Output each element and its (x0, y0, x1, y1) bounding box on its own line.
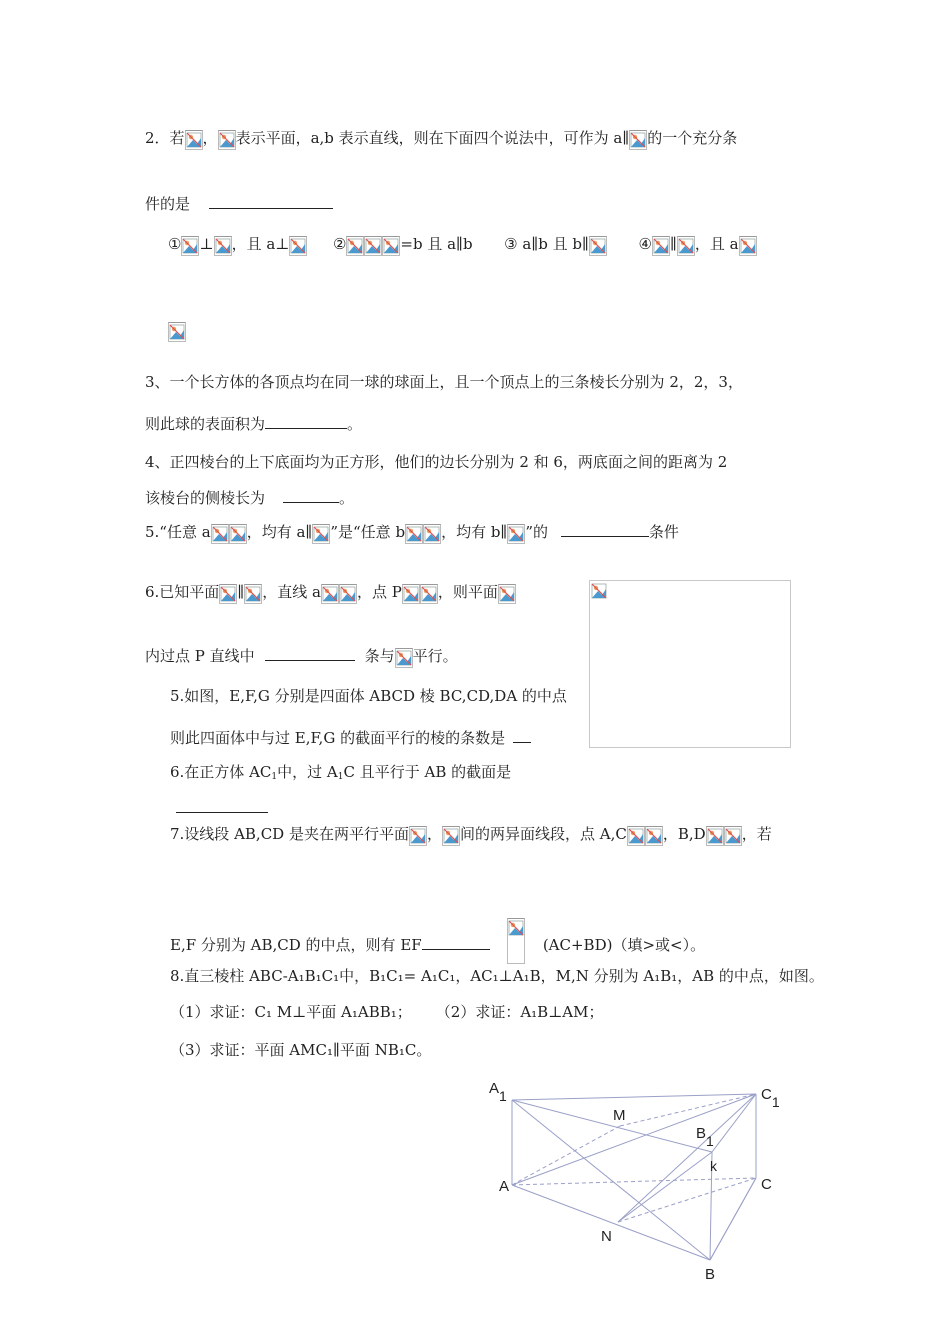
figure-frame (589, 580, 791, 748)
image-placeholder-icon (652, 236, 670, 256)
image-placeholder-icon (181, 236, 199, 256)
label-N: N (601, 1228, 612, 1245)
answer-blank[interactable] (209, 194, 333, 209)
image-placeholder-icon (364, 236, 382, 256)
image-placeholder-icon (168, 322, 186, 342)
q8-line2: （1）求证：C₁ M⊥平面 A₁ABB₁； （2）求证：A₁B⊥AM； (170, 1003, 604, 1021)
answer-blank[interactable] (176, 798, 268, 813)
answer-blank[interactable] (283, 488, 339, 503)
image-placeholder-icon (211, 524, 229, 544)
image-placeholder-icon (442, 826, 460, 846)
image-placeholder-icon (405, 524, 423, 544)
q3-line2: 则此球的表面积为 。 (145, 415, 363, 433)
q6a-line2: 内过点 P 直线中 条与 平行。 (145, 646, 458, 668)
image-placeholder-icon (382, 236, 400, 256)
label-C1: C1 (761, 1086, 780, 1110)
answer-blank[interactable] (265, 414, 347, 429)
image-placeholder-icon (312, 524, 330, 544)
q2-standalone-image (168, 320, 186, 342)
image-placeholder-icon (346, 236, 364, 256)
label-A1: A1 (489, 1080, 507, 1104)
image-placeholder-icon (339, 584, 357, 604)
q5b-line1: 5.如图，E,F,G 分别是四面体 ABCD 棱 BC,CD,DA 的中点 (170, 687, 567, 705)
image-placeholder-icon (219, 584, 237, 604)
q5a-line: 5.“任意 a ，均有 a∥ ”是“任意 b ，均有 b∥ ”的 条件 (145, 522, 679, 544)
q7-line1: 7.设线段 AB,CD 是夹在两平行平面 ， 间的两异面线段，点 A,C ，B,D ，若 (170, 824, 772, 846)
answer-blank[interactable] (422, 935, 490, 950)
label-B1: B1 (696, 1125, 714, 1149)
image-placeholder-icon (402, 584, 420, 604)
image-placeholder-icon (627, 826, 645, 846)
image-placeholder-icon (229, 524, 247, 544)
q6a-line1: 6.已知平面 ∥ ，直线 a ，点 P ，则平面 (145, 582, 516, 604)
prism-figure (480, 1070, 800, 1290)
image-placeholder-icon (420, 584, 438, 604)
image-placeholder-icon (321, 584, 339, 604)
q8-line1: 8.直三棱柱 ABC-A₁B₁C₁中，B₁C₁= A₁C₁，AC₁⊥A₁B，M,N 分别为 A₁B₁，AB 的中点，如图。 (170, 967, 824, 985)
q4-line2: 该棱台的侧棱长为 。 (145, 489, 355, 507)
q2-line2: 件的是 (145, 194, 333, 214)
image-placeholder-icon (677, 236, 695, 256)
q6b-line1: 6.在正方体 $AC_1$中，过 $A_1C$ 且平行于 AB 的截面是 (170, 763, 512, 782)
image-placeholder-icon (423, 524, 441, 544)
image-placeholder-icon (507, 524, 525, 544)
image-placeholder-icon (645, 826, 663, 846)
q6b-line2 (176, 798, 268, 818)
q2-options: ① ⊥ ，且 a⊥ ② =b 且 a∥b ③ a∥b 且 b∥ ④ ∥ ，且 a (168, 234, 757, 256)
image-placeholder-icon (185, 130, 203, 150)
label-C: C (761, 1176, 772, 1193)
image-placeholder-icon (218, 130, 236, 150)
q5b-line2: 则此四面体中与过 E,F,G 的截面平行的棱的条数是 (170, 728, 531, 748)
answer-blank[interactable] (265, 646, 355, 661)
image-placeholder-icon (507, 918, 525, 964)
q4-line1: 4、正四棱台的上下底面均为正方形，他们的边长分别为 2 和 6，两底面之间的距离为 2 (145, 453, 728, 471)
label-k: k (710, 1158, 717, 1174)
image-placeholder-icon (706, 826, 724, 846)
image-placeholder-icon (395, 648, 413, 668)
image-placeholder-icon (244, 584, 262, 604)
label-A: A (499, 1178, 510, 1195)
image-placeholder-icon (498, 584, 516, 604)
image-placeholder-icon (289, 236, 307, 256)
answer-blank[interactable] (561, 522, 649, 537)
q8-line3: （3）求证：平面 AMC₁∥平面 NB₁C。 (170, 1041, 432, 1059)
answer-blank[interactable] (513, 728, 531, 743)
q2-line1: 2．若 ， 表示平面，a,b 表示直线，则在下面四个说法中，可作为 a∥ 的一个充分条 (145, 128, 737, 150)
image-placeholder-icon (724, 826, 742, 846)
image-placeholder-icon (629, 130, 647, 150)
label-M: M (613, 1107, 626, 1124)
image-placeholder-icon (409, 826, 427, 846)
image-placeholder-icon (591, 582, 609, 602)
label-B: B (705, 1266, 716, 1283)
image-placeholder-icon (739, 236, 757, 256)
q7-line2: E,F 分别为 AB,CD 的中点，则有 EF (AC+BD)（填>或<）。 (170, 918, 705, 964)
image-placeholder-icon (214, 236, 232, 256)
image-placeholder-icon (589, 236, 607, 256)
q3-line1: 3、一个长方体的各顶点均在同一球的球面上，且一个顶点上的三条棱长分别为 2，2，3， (145, 373, 743, 391)
